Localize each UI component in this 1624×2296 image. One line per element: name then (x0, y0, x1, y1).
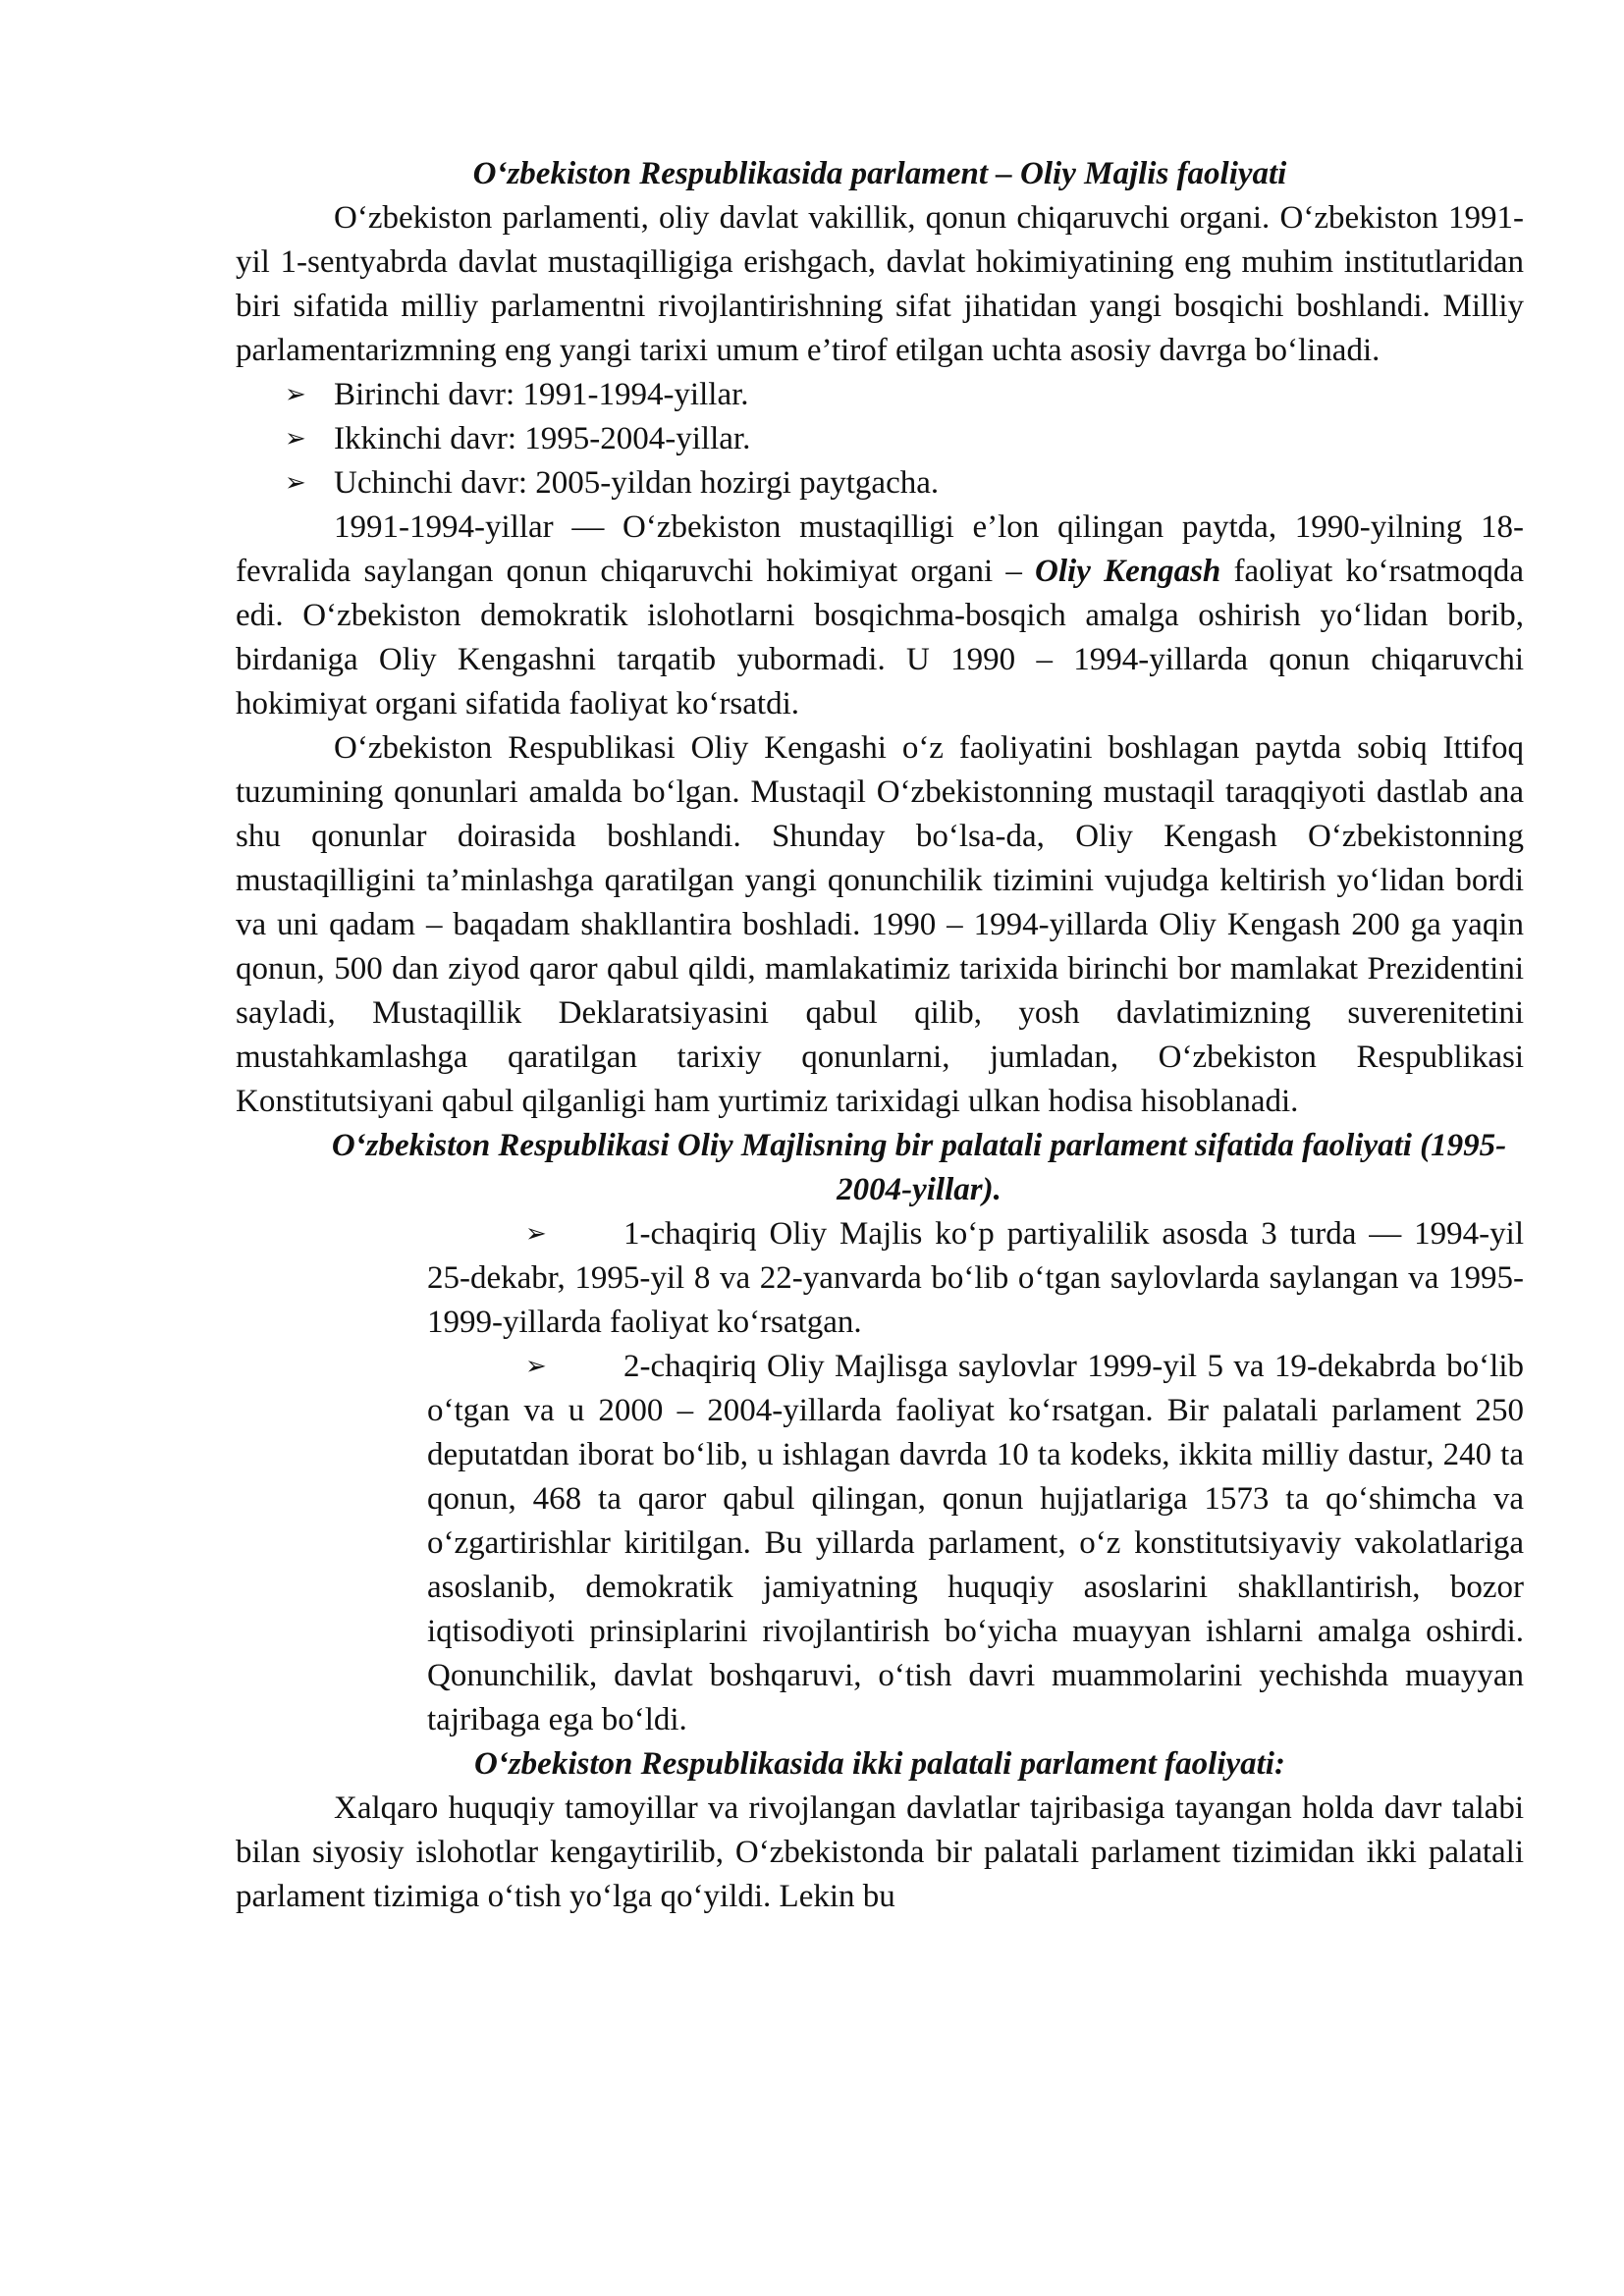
section-heading-bicameral: O‘zbekiston Respublikasida ikki palatali parlament faoliyati: (474, 1746, 1285, 1782)
convocations-list (427, 1212, 1524, 1742)
arrow-bullet-icon: ➢ (285, 380, 306, 409)
emphasis-text: Oliy Kengash (1035, 554, 1221, 589)
list-item (427, 1345, 1524, 1742)
period-text: Uchinchi davr: 2005-yildan hozirgi paytgacha. (334, 465, 940, 501)
paragraph-oliy-kengash-activity: O‘zbekiston Respublikasi Oliy Kengashi o‘z faoliyatini boshlagan paytda sobiq Ittifoq tuzumining qonunlari amalda bo‘lgan. Mustaqil O‘zbekistonning mustaqil taraqqiyoti dastlab ana shu qonunlar doirasida boshlandi. Shunday bo‘lsa-da, Oliy Kengash O‘zbekistonning mustaqilligini ta’minlashga qaratilgan yangi qonunchilik tizimini vujudga keltirish yo‘lidan bordi va uni qadam – baqadam shakllantira boshladi. 1990 – 1994-yillarda Oliy Kengash 200 ga yaqin qonun, 500 dan ziyod qaror qabul qildi, mamlakatimiz tarixida birinchi bor mamlakat Prezidentini sayladi, Mustaqillik Deklaratsiyasini qabul qilib, yosh davlatimizning suverenitetini mustahkamlashga qaratilgan tarixiy qonunlarni, jumladan, O‘zbekiston Respublikasi Konstitutsiyani qabul qilganligi ham yurtimiz tarixidagi ulkan hodisa hisoblanadi. (236, 730, 1524, 1119)
paragraph-text: faoliyat ko‘rsatmoqda edi. O‘zbekiston demokratik islohotlarni bosqichma-bosqich amalga oshirish yo‘lidan borib, birdaniga Oliy Kengashni tarqatib yubormadi. U 1990 – 1994-yillarda qonun chiqaruvchi hokimiyat organi sifatida faoliyat ko‘rsatdi. (236, 554, 1524, 721)
paragraph-text: 1991-1994-yillar — O‘zbekiston mustaqilligi e’lon qilingan paytda, 1990-yilning 18-fevralida saylangan qonun chiqaruvchi hokimiyat organi – (236, 509, 1524, 589)
document-page (236, 152, 1524, 1919)
list-item (236, 461, 1524, 506)
list-item (427, 1212, 1524, 1345)
convocation-text: 2-chaqiriq Oliy Majlisga saylovlar 1999-yil 5 va 19-dekabrda bo‘lib o‘tgan va u 2000 – 2004-yillarda faoliyat ko‘rsatgan. Bir palatali parlament 250 deputatdan iborat bo‘lib, u ishlagan davrda 10 ta kodeks, ikkita milliy dastur, 240 ta qonun, 468 ta qaror qabul qilingan, qonun hujjatlariga 1573 ta qo‘shimcha va o‘zgartirishlar kiritilgan. Bu yillarda parlament, o‘z konstitutsiyaviy vakolatlariga asoslanib, demokratik jamiyatning huquqiy asoslarini shakllantirish, bozor iqtisodiyoti prinsiplarini rivojlantirish bo‘yicha muayyan ishlarni amalga oshirdi. Qonunchilik, davlat boshqaruvi, o‘tish davri muammolarini yechishda muayyan tajribaga ega bo‘ldi. (427, 1349, 1524, 1737)
period-text: Birinchi davr: 1991-1994-yillar. (334, 377, 749, 412)
list-item (236, 417, 1524, 461)
list-item (236, 373, 1524, 417)
arrow-bullet-icon: ➢ (525, 1352, 547, 1381)
arrow-bullet-icon: ➢ (525, 1219, 547, 1249)
paragraph-bicameral: Xalqaro huquqiy tamoyillar va rivojlangan davlatlar tajribasiga tayangan holda davr talabi bilan siyosiy islohotlar kengaytirilib, O‘zbekistonda bir palatali parlament tizimidan ikki palatali parlament tizimiga o‘tish yo‘lga qo‘yildi. Lekin bu (236, 1790, 1524, 1914)
section-heading-unicameral: O‘zbekiston Respublikasi Oliy Majlisning bir palatali parlament sifatida faoliyati (1995-2004-yillar). (331, 1128, 1507, 1207)
period-text: Ikkinchi davr: 1995-2004-yillar. (334, 421, 751, 456)
arrow-bullet-icon: ➢ (285, 424, 306, 454)
intro-paragraph: O‘zbekiston parlamenti, oliy davlat vakillik, qonun chiqaruvchi organi. O‘zbekiston 1991-yil 1-sentyabrda davlat mustaqilligiga erishgach, davlat hokimiyatining eng muhim institutlaridan biri sifatida milliy parlamentni rivojlantirishning sifat jihatidan yangi bosqichi boshlandi. Milliy parlamentarizmning eng yangi tarixi umum e’tirof etilgan uchta asosiy davrga bo‘linadi. (236, 200, 1524, 368)
periods-list (236, 373, 1524, 506)
convocation-text: 1-chaqiriq Oliy Majlis ko‘p partiyalilik asosda 3 turda — 1994-yil 25-dekabr, 1995-yil 8 va 22-yanvarda bo‘lib o‘tgan saylovlarda saylangan va 1995-1999-yillarda faoliyat ko‘rsatgan. (427, 1216, 1524, 1340)
paragraph-oliy-kengash (236, 506, 1524, 726)
arrow-bullet-icon: ➢ (285, 468, 306, 498)
document-title: O‘zbekiston Respublikasida parlament – Oliy Majlis faoliyati (472, 156, 1287, 191)
